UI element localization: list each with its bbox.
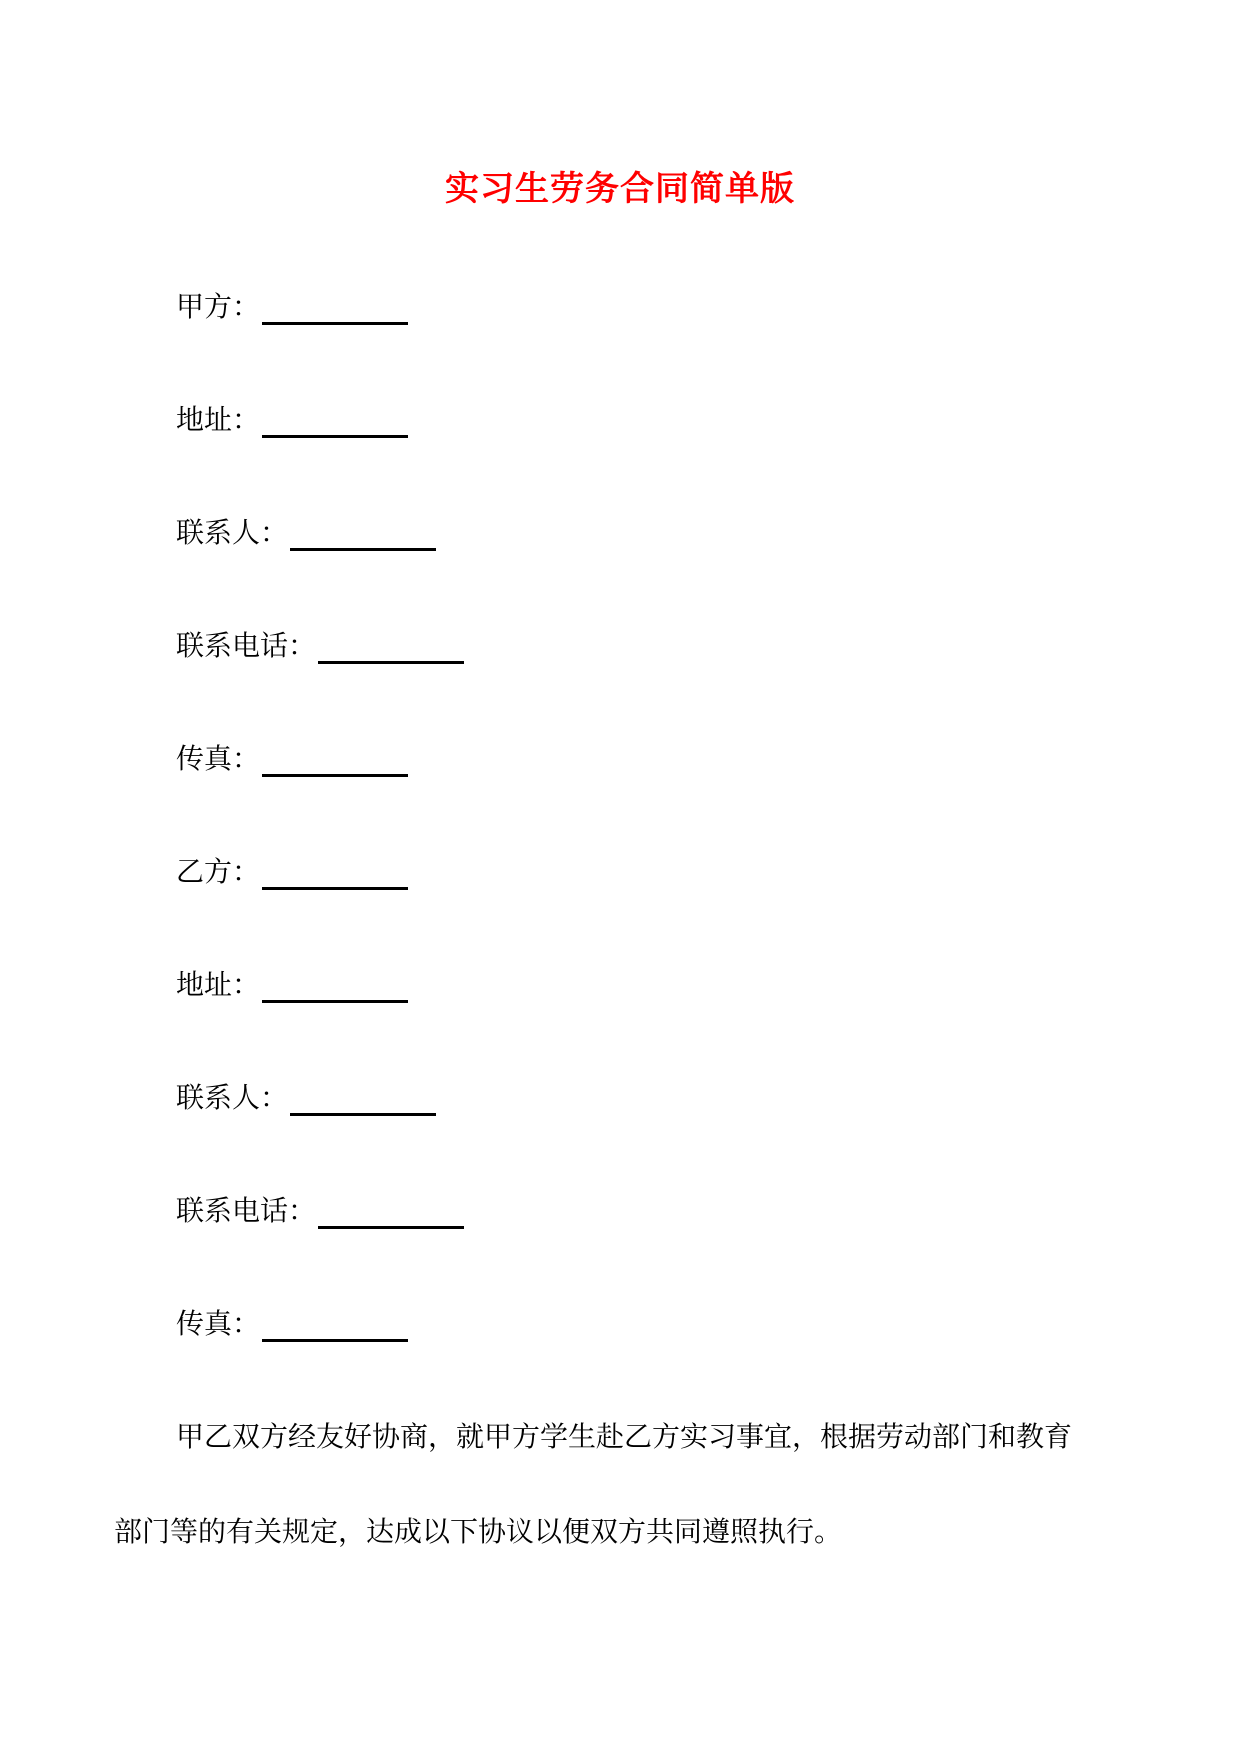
party-b-fax-blank[interactable]	[262, 1304, 408, 1342]
party-a-phone-field	[176, 626, 464, 666]
agreement-paragraph-line-2: 部门等的有关规定，达成以下协议以便双方共同遵照执行。	[114, 1515, 843, 1548]
party-a-contact-label: 联系人：	[176, 516, 289, 549]
party-a-contact-field	[176, 513, 436, 553]
party-a-phone-label: 联系电话：	[176, 629, 317, 662]
document-title: 实习生劳务合同简单版	[445, 169, 795, 209]
party-b-address-field	[176, 965, 408, 1005]
party-a-phone-blank[interactable]	[318, 626, 464, 664]
party-a-field	[176, 287, 408, 327]
party-a-address-blank[interactable]	[262, 400, 408, 438]
party-b-phone-field	[176, 1191, 464, 1231]
party-a-fax-blank[interactable]	[262, 739, 408, 777]
party-b-blank[interactable]	[262, 852, 408, 890]
party-a-address-field	[176, 400, 408, 440]
party-a-label: 甲方：	[176, 290, 261, 323]
party-b-contact-field	[176, 1078, 436, 1118]
party-b-phone-blank[interactable]	[318, 1191, 464, 1229]
party-b-address-label: 地址：	[176, 968, 261, 1001]
party-b-fax-label: 传真：	[176, 1307, 261, 1340]
party-b-phone-label: 联系电话：	[176, 1194, 317, 1227]
party-b-label: 乙方：	[176, 855, 261, 888]
party-a-fax-label: 传真：	[176, 742, 261, 775]
party-a-fax-field	[176, 739, 408, 779]
party-a-blank[interactable]	[262, 287, 408, 325]
party-a-contact-blank[interactable]	[290, 513, 436, 551]
party-b-field	[176, 852, 408, 892]
party-b-contact-label: 联系人：	[176, 1081, 289, 1114]
party-a-address-label: 地址：	[176, 403, 261, 436]
agreement-paragraph-line-1: 甲乙双方经友好协商，就甲方学生赴乙方实习事宜，根据劳动部门和教育	[176, 1420, 1073, 1453]
party-b-fax-field	[176, 1304, 408, 1344]
party-b-contact-blank[interactable]	[290, 1078, 436, 1116]
party-b-address-blank[interactable]	[262, 965, 408, 1003]
